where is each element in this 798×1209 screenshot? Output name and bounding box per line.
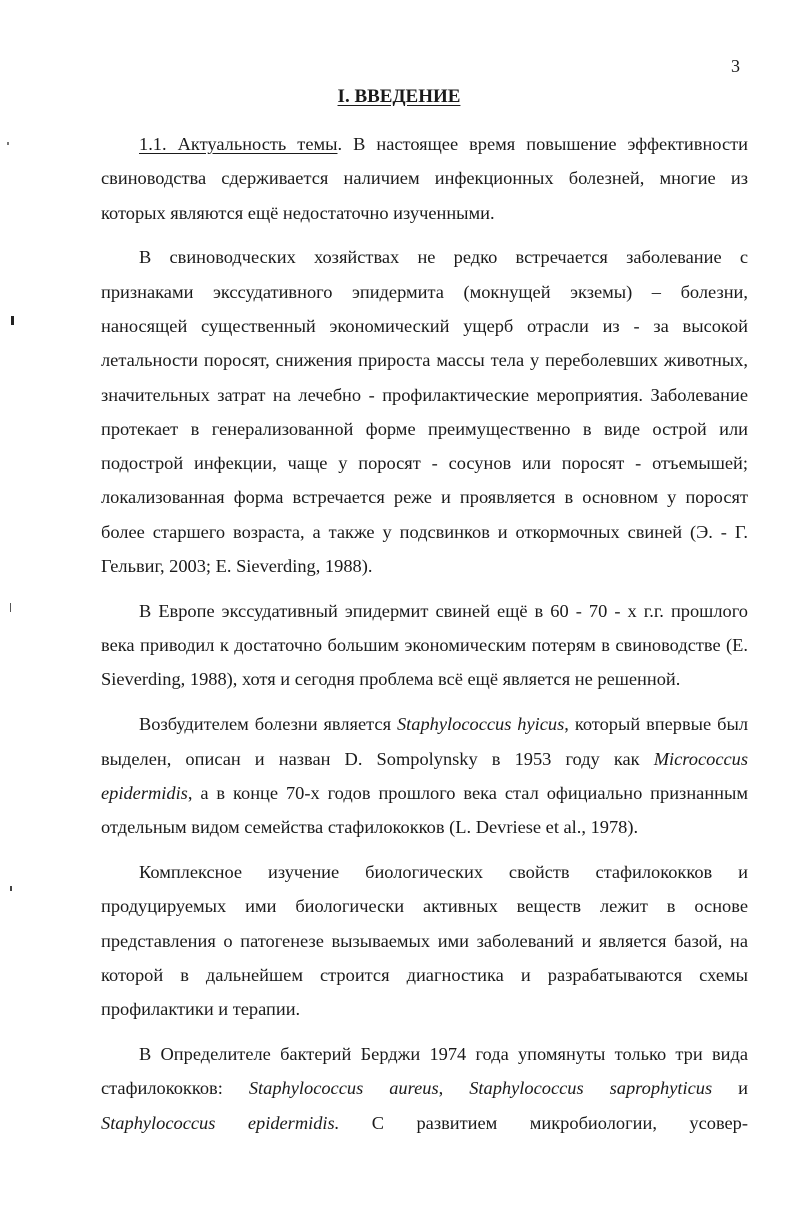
chapter-title	[0, 86, 798, 108]
scan-mark	[10, 603, 11, 612]
species-name: Staphylococcus epidermidis.	[101, 1112, 340, 1133]
section-heading: 1.1. Актуальность темы	[139, 134, 338, 154]
paragraph-5: Комплексное изучение биологических свойств стафилококков и продуцируемых ими биологически активных веществ лежит в основе представления о патогенезе вызываемых ими заболеваний и является базой, на которой в дальнейшем строится диагностика и разрабатываются схемы профилактики и терапии.	[101, 861, 748, 1020]
text-body	[101, 127, 748, 1150]
species-name: Staphylococcus aureus	[248, 1078, 439, 1099]
scan-mark	[7, 142, 9, 145]
scan-mark	[11, 316, 14, 325]
paragraph-6-text-d: С развитием микробиологии, усовер-	[339, 1112, 748, 1133]
paragraph-6	[101, 1037, 748, 1140]
chapter-title-text: I. ВВЕДЕНИЕ	[337, 86, 461, 107]
scan-mark	[10, 886, 12, 891]
paragraph-4-text-c: , а в конце 70-х годов прошлого века стал официально признанным отдельным видом семейства стафилококков (L. Devriese et al., 1978).	[101, 782, 748, 838]
paragraph-3: В Европе экссудативный эпидермит свиней ещё в 60 - 70 - х г.г. прошлого века приводил к достаточно большим экономическим потерям в свиноводстве (E. Sieverding, 1988), хотя и сегодня проблема всё ещё является не решенной.	[101, 600, 748, 690]
paragraph-6-text-a: В Определителе бактерий Берджи 1974 года упомянуты только три вида стафилококков:	[101, 1043, 748, 1099]
paragraph-2: В свиноводческих хозяйствах не редко встречается заболевание с признаками экссудативного эпидермита (мокнущей экземы) – болезни, наносящей существенный экономический ущерб отрасли из - за высокой летальности поросят, снижения прироста массы тела у переболевших животных, значительных затрат на лечебно - профилактические мероприятия. Заболевание протекает в генерализованной форме преимущественно в виде острой или подострой инфекции, чаще у поросят - сосунов или поросят - отъемышей; локализованная форма встречается реже и проявляется в основном у поросят более старшего возраста, а также у подсвинков и откормочных свиней (Э. - Г. Гельвиг, 2003; E. Sieverding, 1988).	[101, 247, 748, 577]
page-number: 3	[731, 56, 740, 76]
paragraph-6-text-b: ,	[438, 1078, 470, 1099]
species-name: Micrococcus epidermidis	[101, 748, 748, 803]
species-name: Staphylococcus saprophyticus	[469, 1078, 713, 1099]
species-name: Staphylococcus hyicus	[396, 714, 565, 735]
paragraph-1	[101, 127, 748, 230]
paragraph-6-text-c: и	[712, 1078, 748, 1099]
paragraph-4-text-a: Возбудителем болезни является	[139, 714, 397, 735]
paragraph-4-text-b: , который впервые был выделен, описан и назван D. Sompolynsky в 1953 году как	[101, 714, 748, 769]
paragraph-4	[101, 707, 748, 844]
paragraph-1-text: . В настоящее время повышение эффективности свиноводства сдерживается наличием инфекционных болезней, многие из которых являются ещё недостаточно изученными.	[101, 134, 748, 223]
